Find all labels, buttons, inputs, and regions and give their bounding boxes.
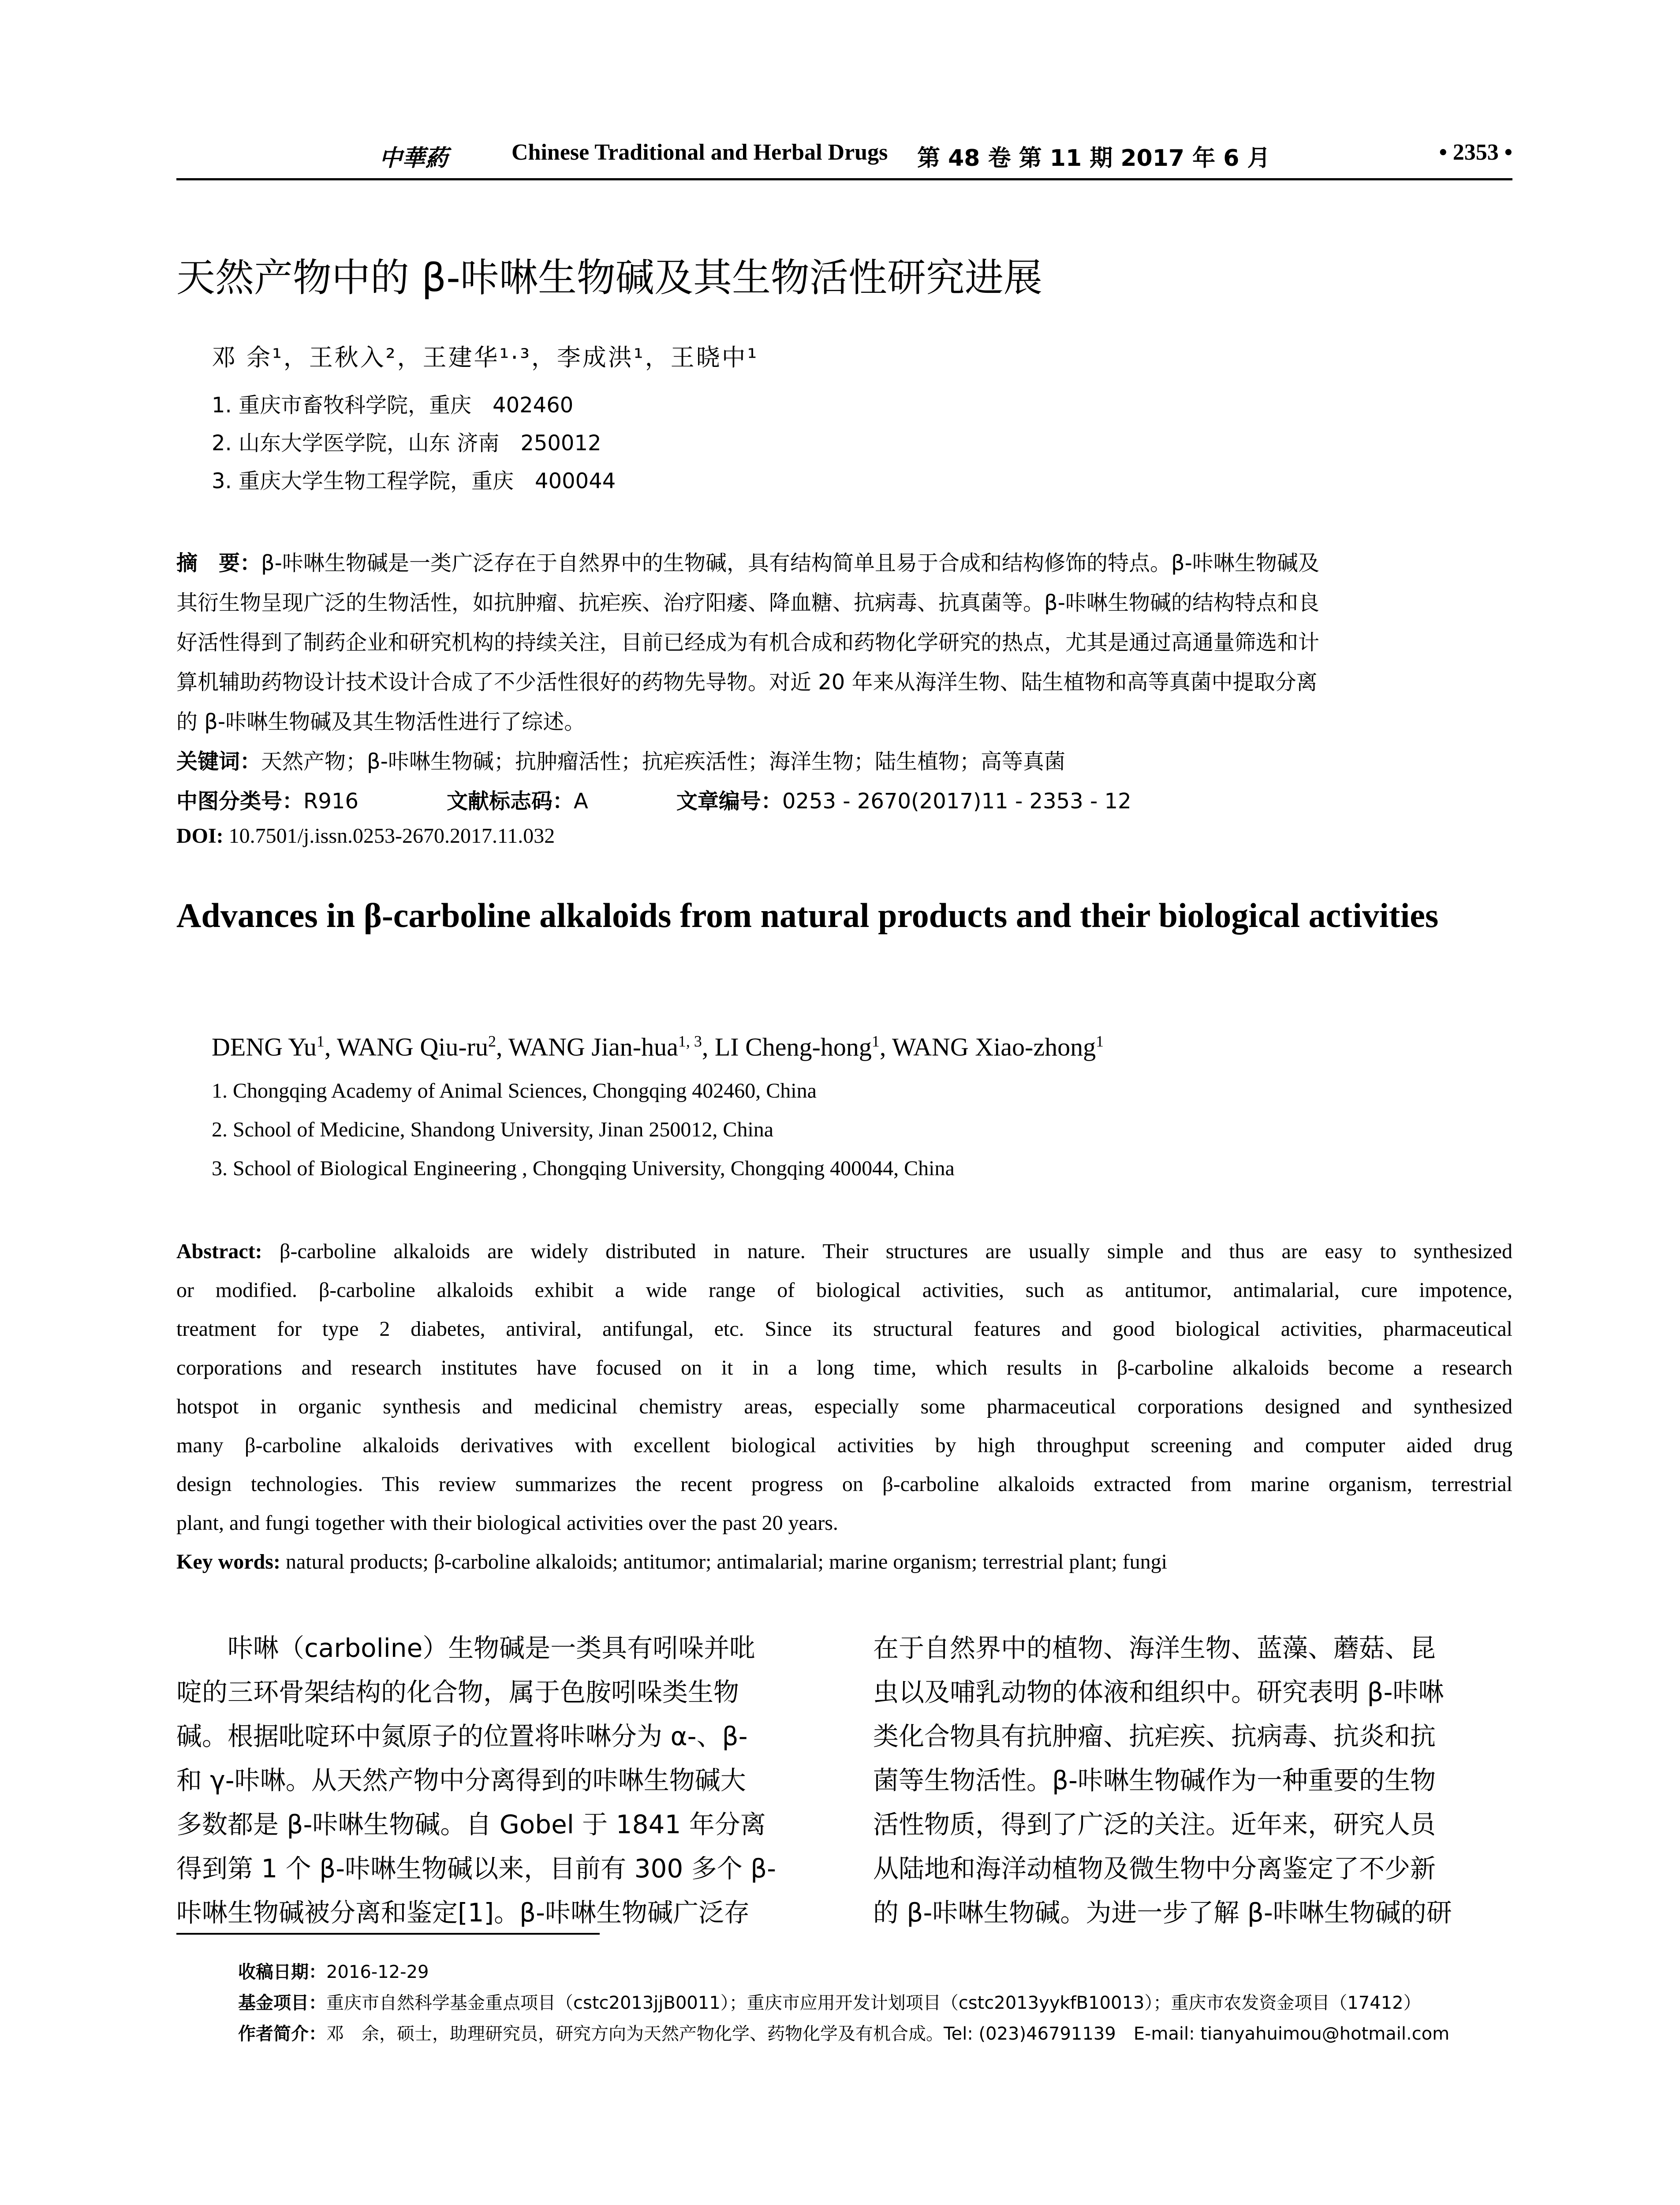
title-zh: 天然产物中的 β-咔啉生物碱及其生物活性研究进展 (176, 255, 1042, 300)
abstract-en-line-1: Abstract: β-carboline alkaloids are widely distributed in nature. Their structures are usually simple and thus are easy to synthesized (176, 1240, 1512, 1263)
abstract-zh-line-2: 其衍生物呈现广泛的生物活性，如抗肿瘤、抗疟疾、治疗阳痿、降血糖、抗病毒、抗真菌等。β-咔啉生物碱的结构特点和良 (176, 590, 1319, 615)
abstract-zh-line-3: 好活性得到了制药企业和研究机构的持续关注，目前已经成为有机合成和药物化学研究的热点，尤其是通过高通量筛选和计 (176, 630, 1320, 655)
footnote-received: 收稿日期：2016-12-29 (238, 1962, 429, 1982)
body-right-line-2: 虫以及哺乳动物的体液和组织中。研究表明 β-咔啉 (873, 1677, 1444, 1707)
footnote-fund: 基金项目：重庆市自然科学基金重点项目（cstc2013jjB0011）；重庆市应用开发计划项目（cstc2013yykfB10013）；重庆市农发资金项目（17412） (238, 1993, 1421, 2013)
body-right-line-4: 菌等生物活性。β-咔啉生物碱作为一种重要的生物 (873, 1765, 1436, 1795)
body-left-line-5: 多数都是 β-咔啉生物碱。自 Gobel 于 1841 年分离 (176, 1809, 766, 1839)
authors-zh: 邓 余¹，王秋入²，王建华¹·³，李成洪¹，王晓中¹ (212, 344, 759, 371)
abstract-en-line-8: plant, and fungi together with their biological activities over the past 20 years. (176, 1511, 838, 1535)
body-left-line-7: 咔啉生物碱被分离和鉴定[1]。β-咔啉生物碱广泛存 (176, 1898, 750, 1928)
affiliation-en-2: 2. School of Medicine, Shandong University, Jinan 250012, China (212, 1118, 774, 1141)
affiliation-zh-2: 2. 山东大学医学院，山东 济南 250012 (212, 431, 601, 456)
header-rule (176, 178, 1512, 180)
abstract-en-line-4: corporations and research institutes have focused on it in a long time, which results in β-carboline alkaloids become a research (176, 1356, 1512, 1379)
abstract-zh-line-5: 的 β-咔啉生物碱及其生物活性进行了综述。 (176, 710, 586, 734)
journal-name: Chinese Traditional and Herbal Drugs (511, 140, 888, 165)
authors-en: DENG Yu$^1$, WANG Qiu-$ru^2$, WANG Jian-hua$^{1, 3}$, LI Cheng-hong$^1$, WANG Xiao-zhong$^1$ (212, 1032, 1104, 1061)
body-left-line-1: 咔啉（carboline）生物碱是一类具有吲哚并吡 (176, 1633, 755, 1663)
classification-row: 中图分类号：R916 文献标志码：A 文章编号：0253 - 2670(2017)11 - 2353 - 12 (176, 789, 1131, 814)
keywords-en-label: Key words: (176, 1550, 280, 1573)
affiliation-en-1: 1. Chongqing Academy of Animal Sciences, Chongqing 402460, China (212, 1079, 817, 1102)
body-right-line-5: 活性物质，得到了广泛的关注。近年来，研究人员 (873, 1809, 1436, 1839)
keywords-zh-label: 关键词： (176, 749, 261, 774)
body-right-line-7: 的 β-咔啉生物碱。为进一步了解 β-咔啉生物碱的研 (873, 1898, 1452, 1928)
body-left-line-3: 碱。根据吡啶环中氮原子的位置将咔啉分为 α-、β- (176, 1721, 748, 1751)
abstract-en-label: Abstract: (176, 1240, 262, 1263)
abstract-zh-label: 摘 要： (176, 551, 261, 576)
running-header (176, 139, 1512, 170)
title-en: Advances in β-carboline alkaloids from natural products and their biological activities (176, 896, 1439, 934)
abstract-en-line-6: many β-carboline alkaloids derivatives with excellent biological activities by high throughput screening and computer aided drug (176, 1434, 1512, 1457)
affiliation-zh-1: 1. 重庆市畜牧科学院，重庆 402460 (212, 393, 574, 418)
keywords-en: Key words: natural products; β-carboline alkaloids; antitumor; antimalarial; marine organism; terrestrial plant; fungi (176, 1550, 1167, 1573)
footnote-author: 作者简介：邓 余，硕士，助理研究员，研究方向为天然产物化学、药物化学及有机合成。Tel: (023)46791139 E-mail: tianyahuimou@hotmail.com (238, 2024, 1450, 2044)
body-right-line-1: 在于自然界中的植物、海洋生物、蓝藻、蘑菇、昆 (873, 1633, 1436, 1663)
body-right-line-3: 类化合物具有抗肿瘤、抗疟疾、抗病毒、抗炎和抗 (873, 1721, 1436, 1751)
affiliation-en-3: 3. School of Biological Engineering , Chongqing University, Chongqing 400044, China (212, 1157, 955, 1180)
body-left-line-2: 啶的三环骨架结构的化合物，属于色胺吲哚类生物 (176, 1677, 739, 1707)
abstract-en-line-2: or modified. β-carboline alkaloids exhibit a wide range of biological activities, such as antitumor, antimalarial, cure impotence, (176, 1278, 1512, 1302)
abstract-zh-line-1: 摘 要：β-咔啉生物碱是一类广泛存在于自然界中的生物碱，具有结构简单且易于合成和结构修饰的特点。β-咔啉生物碱及 (176, 551, 1319, 576)
abstract-en-line-5: hotspot in organic synthesis and medicinal chemistry areas, especially some pharmaceutical corporations designed and synthesized (176, 1395, 1512, 1418)
body-left-line-4: 和 γ-咔啉。从天然产物中分离得到的咔啉生物碱大 (176, 1765, 746, 1795)
keywords-zh: 关键词：天然产物；β-咔啉生物碱；抗肿瘤活性；抗疟疾活性；海洋生物；陆生植物；高等真菌 (176, 749, 1065, 774)
affiliation-zh-3: 3. 重庆大学生物工程学院，重庆 400044 (212, 469, 616, 493)
abstract-zh-line-4: 算机辅助药物设计技术设计合成了不少活性很好的药物先导物。对近 20 年来从海洋生物、陆生植物和高等真菌中提取分离 (176, 670, 1318, 695)
body-left-line-6: 得到第 1 个 β-咔啉生物碱以来，目前有 300 多个 β- (176, 1854, 777, 1884)
abstract-en-line-7: design technologies. This review summarizes the recent progress on β-carboline alkaloids extracted from marine organism, terrestrial (176, 1472, 1512, 1496)
abstract-en-line-3: treatment for type 2 diabetes, antiviral, antifungal, etc. Since its structural features and good biological activities, pharmaceutical (176, 1317, 1512, 1341)
issue-info: 第 48 卷 第 11 期 2017 年 6 月 (917, 145, 1270, 172)
footnote-rule (176, 1933, 600, 1935)
doi: DOI: 10.7501/j.issn.0253-2670.2017.11.032 (176, 824, 555, 848)
page-number: • 2353 • (1439, 140, 1512, 165)
journal-logo: 中華葯 (379, 145, 448, 172)
body-right-line-6: 从陆地和海洋动植物及微生物中分离鉴定了不少新 (873, 1854, 1436, 1884)
